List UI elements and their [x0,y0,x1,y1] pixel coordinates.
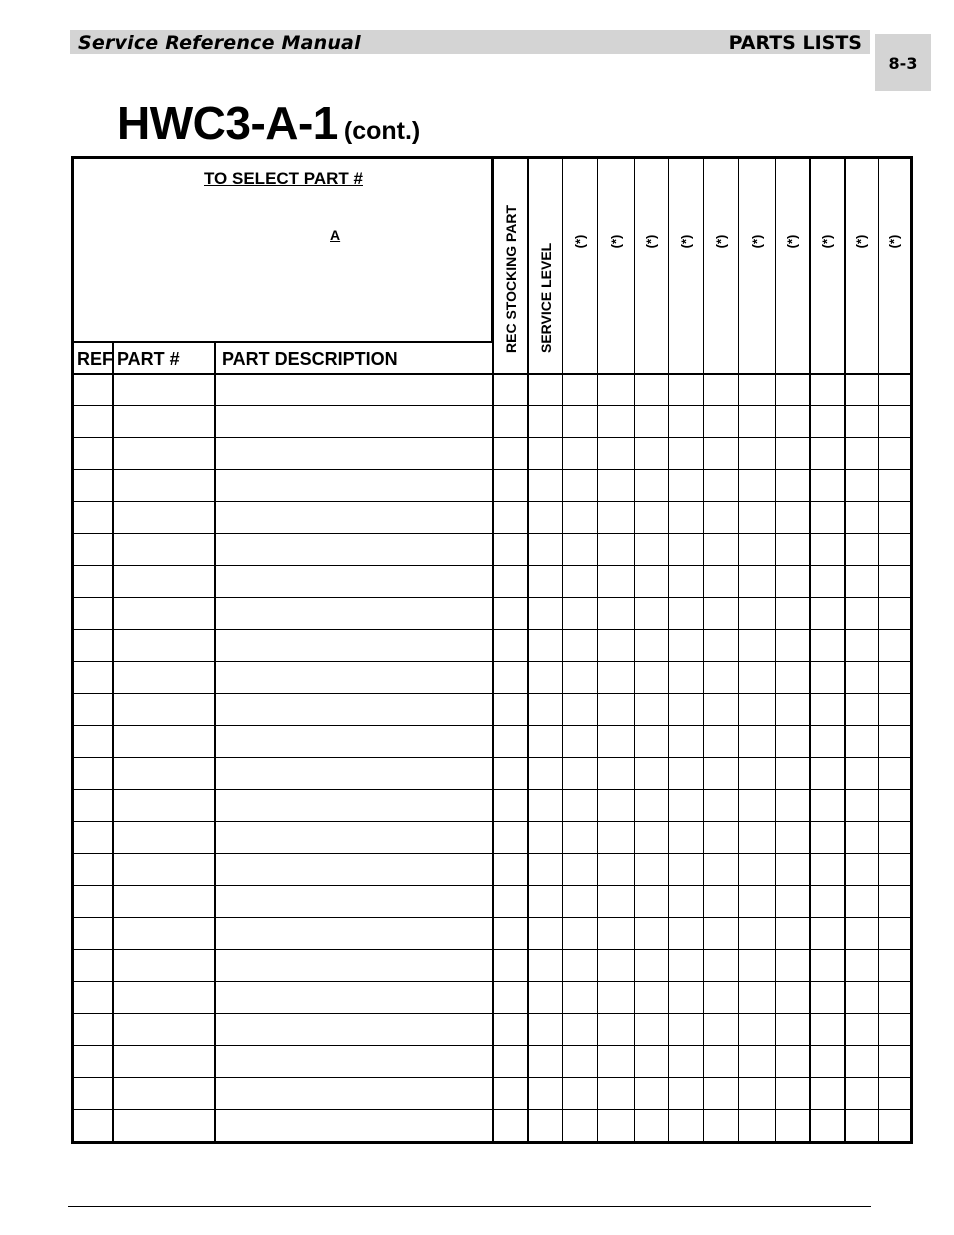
row-divider [74,1013,910,1014]
row-divider [74,821,910,822]
select-column-a: A [330,227,341,243]
row-divider [74,693,910,694]
row-divider [74,661,910,662]
option-column-label: (*) [678,234,693,249]
row-divider [74,789,910,790]
column-divider [738,159,739,1141]
option-column-label: (*) [643,234,659,249]
row-divider [74,597,910,598]
row-divider [74,949,910,950]
row-divider [74,469,910,470]
option-column-label: (*) [608,234,623,249]
option-column-label: (*) [713,234,728,249]
footer-rule [68,1206,871,1207]
row-divider [74,501,910,502]
column-divider [809,159,811,1141]
row-divider [74,853,910,854]
column-divider [703,159,704,1141]
row-divider [74,1077,910,1078]
column-divider [214,341,216,1141]
row-divider [74,437,910,438]
option-column-label: (*) [572,234,587,249]
rec-stocking-label: REC STOCKING PART [503,204,519,353]
column-divider [527,159,529,1141]
column-divider [492,159,494,1141]
row-divider [74,885,910,886]
row-divider [74,405,910,406]
row-divider [74,1109,910,1110]
row-divider [74,725,910,726]
column-divider [844,159,846,1141]
column-divider [634,159,635,1141]
row-divider [74,565,910,566]
column-divider [668,159,669,1141]
option-column-label: (*) [749,234,764,249]
column-divider [878,159,879,1141]
part-number-header: PART # [117,349,180,369]
section-title: PARTS LISTS [728,32,862,54]
service-level-label: SERVICE LEVEL [538,242,554,353]
option-column-label: (*) [886,234,902,249]
row-divider [74,757,910,758]
page-number-tab: 8-3 [875,34,931,91]
column-divider [775,159,776,1141]
option-column-label: (*) [819,234,834,249]
ref-header: REF [77,349,113,369]
page-title-main: HWC3-A-1 [117,97,338,149]
select-part-area [74,159,493,343]
row-divider [74,629,910,630]
row-divider [74,917,910,918]
column-divider [112,341,114,1141]
select-part-label: TO SELECT PART # [203,169,363,188]
part-description-header: PART DESCRIPTION [222,349,398,369]
row-divider [74,981,910,982]
parts-list-table [71,156,913,1144]
row-divider [74,533,910,534]
option-column-label: (*) [784,234,800,249]
column-divider [597,159,598,1141]
row-divider [74,1045,910,1046]
column-divider [562,159,563,1141]
page-title [117,96,420,150]
header-divider [74,373,910,375]
option-column-label: (*) [853,234,869,249]
manual-title: Service Reference Manual [78,32,361,54]
running-header [70,30,870,54]
page-title-sub: (cont.) [343,117,421,145]
